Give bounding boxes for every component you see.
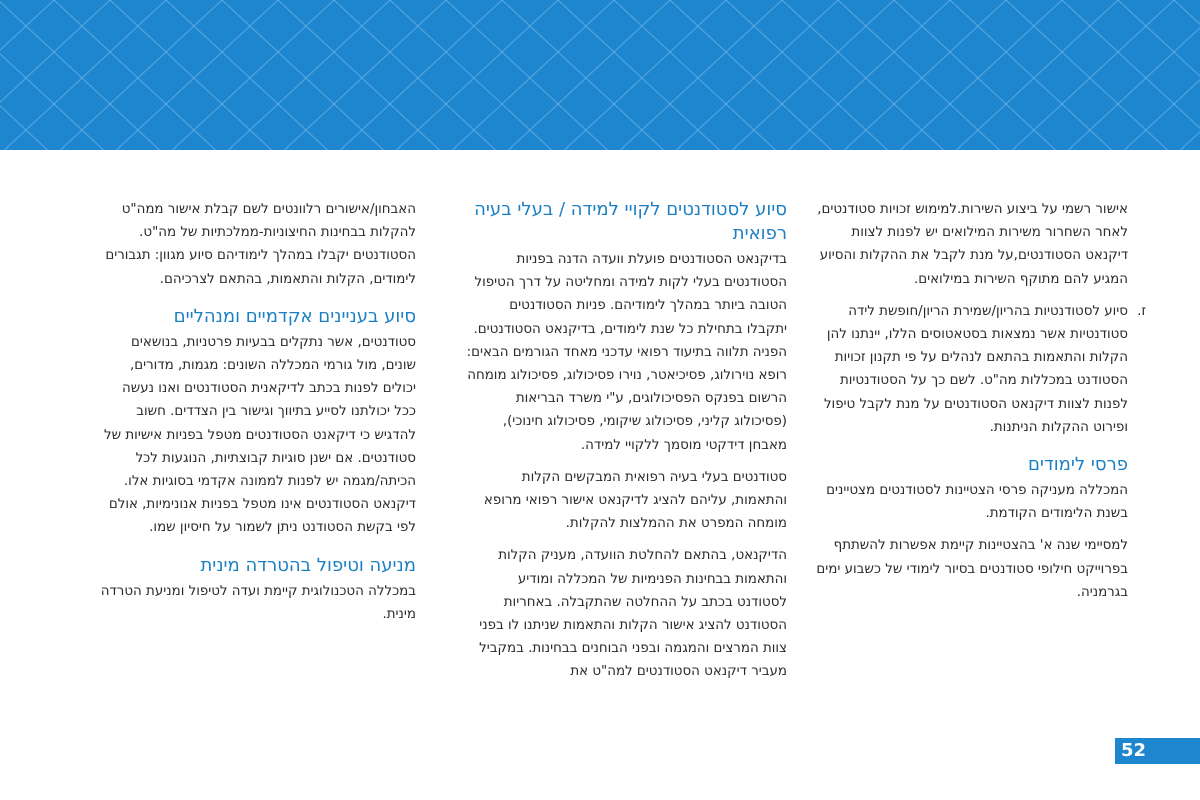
header-banner: [0, 0, 1200, 150]
paragraph: סטודנטים בעלי בעיה רפואית המבקשים הקלות והתאמות, עליהם להציג לדיקנאט אישור רפואי מרופא מומחה המפרט את ההמלצות להקלות.: [483, 469, 787, 532]
paragraph: למסיימי שנה א' בהצטיינות קיימת אפשרות להשתתף בפרוייקט חילופי סטודנטים בסיור לימודי של כשבוע ימים בגרמניה.: [816, 538, 1128, 600]
left-column: [98, 198, 416, 635]
middle-column: [465, 198, 787, 693]
paragraph: במכללה הטכנולוגית קיימת ועדה לטיפול ומניעת הטרדה מינית.: [100, 583, 416, 622]
page-number-badge: [1115, 738, 1200, 764]
list-marker: ז.: [1137, 303, 1146, 319]
list-item: [812, 300, 1146, 439]
section-heading: מניעה וטיפול בהטרדה מינית: [200, 554, 416, 576]
paragraph: בדיקנאט הסטודנטים פועלת וועדה הדנה בפניות הסטודנטים בעלי לקות למידה ומחליטה על דרך הטיפול הטובה ביותר במהלך לימודיהם. פניות הסטודנטים יתקבלו בתחילת כל שנת לימודים, בדיקנאט הסטודנטים. הפניה תלווה בתיעוד רפואי עדכני מאחד הגורמים הבאים: רופא נוירולוג, פסיכיאטר, נוירו פסיכולוג, פסיכולוג מומחה הרשום בפנקס הפסיכולוגים, ע"י משרד הבריאות (פסיכולוג קליני, פסיכולוג שיקומי, פסיכולוג חינוכי), מאבחן דידקטי מוסמך ללקויי למידה.: [466, 252, 787, 453]
section-heading: סיוע בעניינים אקדמיים ומנהליים: [173, 305, 416, 327]
paragraph: האבחון/אישורים רלוונטים לשם קבלת אישור ממה"ט להקלות בבחינות החיצוניות-ממלכתיות של מה"ט. הסטודנטים יקבלו במהלך לימודיהם סיוע מגוון: תגבורים לימודים, הקלות והתאמות, בהתאם לצרכיהם.: [105, 202, 416, 287]
section-heading: פרסי לימודים: [1027, 454, 1128, 476]
right-column: [812, 198, 1146, 613]
paragraph: המכללה מעניקה פרסי הצטיינות לסטודנטים מצטיינים בשנת הלימודים הקודמת.: [826, 483, 1128, 522]
list-item-text: סיוע לסטודנטיות בהריון/שמירת הריון/חופשת לידה סטודנטיות אשר נמצאות בסטאטוסים הללו, יינתנו להן הקלות והתאמות בהתאם לנהלים על פי תקנון זכויות הסטודנט במכללות מה"ט. לשם כך על הסטודנטיות לפנות לצוות דיקנאט הסטודנטים על מנת לקבל טיפול ופירוט ההקלות הניתנות.: [823, 303, 1128, 435]
section-heading: סיוע לסטודנטים לקויי למידה / בעלי בעיה רפואית: [474, 199, 787, 244]
paragraph: אישור רשמי על ביצוע השירות.למימוש זכויות סטודנטים, לאחר השחרור משירות המילואים יש לפנות לצוות דיקנאט הסטודנטים,על מנת לקבל את ההקלות והסיוע המגיע להם מתוקף השירות במילואים.: [817, 202, 1128, 287]
page-number: 52: [1121, 740, 1147, 761]
paragraph: סטודנטים, אשר נתקלים בבעיות פרטניות, בנושאים שונים, מול גורמי המכללה השונים: מגמות, מדורים, יכולים לפנות בכתב לדיקאנית הסטודנטים ואנו נעשה ככל יכולתנו לסייע בתיווך וגישור בין הצדדים. חשוב להדגיש כי דיקאנט הסטודנטים מטפל בפניות אישיות של סטודנטים. אם ישנן סוגיות קבוצתיות, הנוגעות לכל הכיתה/מגמה יש לפנות לממונה אקדמי בסוגיות אלו. דיקנאט הסטודנטים אינו מטפל בפניות אנונימיות, אולם לפי בקשת הסטודנט ניתן לשמור על חיסיון שמו.: [104, 334, 416, 536]
paragraph: הדיקנאט, בהתאם להחלטת הוועדה, מעניק הקלות והתאמות בבחינות הפנימיות של המכללה ומודיע לסטודנט בכתב על ההחלטה שהתקבלה. באחריות הסטודנט להציג אישור הקלות והתאמות שניתנו לו בפני צוות המרצים והמגמה ובפני הבוחנים בבחינות. במקביל מעביר דיקנאט הסטודנטים למה"ט את: [479, 548, 787, 680]
diamond-pattern: [0, 0, 1200, 150]
